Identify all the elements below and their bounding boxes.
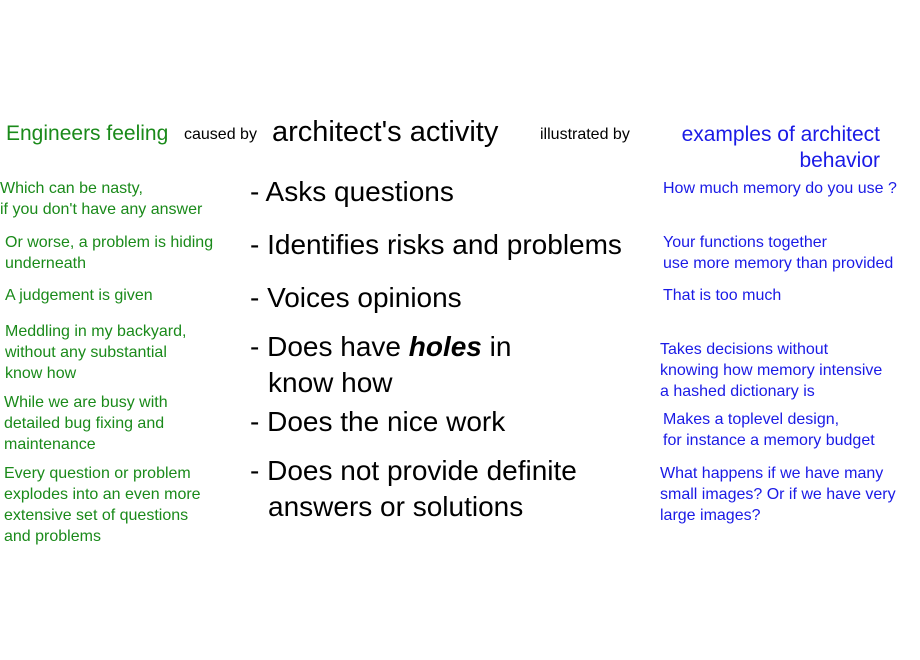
activity-emphasis: holes: [408, 331, 482, 362]
feeling-identifies-risks: [5, 232, 213, 274]
example-line: Makes a toplevel design,: [663, 411, 840, 428]
feeling-line: While we are busy with: [4, 394, 168, 411]
feeling-line: and problems: [4, 528, 101, 545]
feeling-line: Meddling in my backyard,: [5, 323, 187, 340]
example-line: Your functions together: [663, 234, 827, 251]
activity-line: [250, 329, 511, 365]
example-line: That is too much: [663, 287, 782, 304]
example-memory-question: [663, 178, 897, 199]
example-line: for instance a memory budget: [663, 432, 875, 449]
activity-line: - Asks questions: [250, 176, 454, 207]
activity-line: - Identifies risks and problems: [250, 229, 622, 260]
feeling-line: A judgement is given: [5, 287, 153, 304]
header-caused-by: caused by: [184, 126, 257, 143]
activity-suffix: in: [481, 331, 512, 362]
example-line: use more memory than provided: [663, 255, 894, 272]
example-line: What happens if we have many: [660, 465, 884, 482]
feeling-asks-questions: [0, 178, 202, 220]
activity-line: - Voices opinions: [250, 282, 462, 313]
feeling-line: if you don't have any answer: [0, 201, 203, 218]
example-line: a hashed dictionary is: [660, 383, 815, 400]
feeling-voices-opinions: [5, 285, 153, 306]
activity-no-definite-answers: [250, 453, 577, 525]
header-engineers-feeling: Engineers feeling: [6, 122, 169, 145]
header-examples: [666, 122, 880, 174]
header-architects-activity: architect's activity: [272, 116, 499, 148]
example-functions-memory: [663, 232, 893, 274]
feeling-line: extensive set of questions: [4, 507, 189, 524]
feeling-line: know how: [5, 365, 77, 382]
activity-line: answers or solutions: [268, 491, 524, 522]
feeling-line: Or worse, a problem is hiding: [5, 234, 214, 251]
example-line: large images?: [660, 507, 761, 524]
feeling-explodes: [4, 463, 201, 547]
feeling-line: detailed bug fixing and: [4, 415, 165, 432]
feeling-line: Every question or problem: [4, 465, 191, 482]
feeling-bug-fixing: [4, 392, 168, 455]
example-line: small images? Or if we have very: [660, 486, 896, 503]
feeling-line: maintenance: [4, 436, 96, 453]
feeling-line: explodes into an even more: [4, 486, 201, 503]
header-illustrated-by: illustrated by: [540, 126, 630, 143]
example-line: How much memory do you use ?: [663, 180, 897, 197]
feeling-line: without any substantial: [5, 344, 167, 361]
activity-voices-opinions: [250, 280, 462, 316]
activity-asks-questions: [250, 174, 454, 210]
header-examples-line2: behavior: [799, 149, 880, 172]
feeling-line: Which can be nasty,: [0, 180, 143, 197]
feeling-line: underneath: [5, 255, 86, 272]
example-toplevel-design: [663, 409, 875, 451]
example-line: Takes decisions without: [660, 341, 829, 358]
example-images-question: [660, 463, 896, 526]
activity-identifies-risks: [250, 227, 622, 263]
example-hashed-dictionary: [660, 339, 882, 402]
activity-nice-work: [250, 404, 505, 440]
example-too-much: [663, 285, 781, 306]
header-examples-line1: examples of architect: [681, 123, 880, 146]
feeling-meddling: [5, 321, 186, 384]
example-line: knowing how memory intensive: [660, 362, 883, 379]
activity-line: - Does the nice work: [250, 406, 506, 437]
activity-prefix: - Does have: [250, 331, 409, 362]
activity-line: know how: [268, 367, 393, 398]
activity-line: - Does not provide definite: [250, 455, 577, 486]
activity-holes-in-know-how: [250, 329, 511, 401]
